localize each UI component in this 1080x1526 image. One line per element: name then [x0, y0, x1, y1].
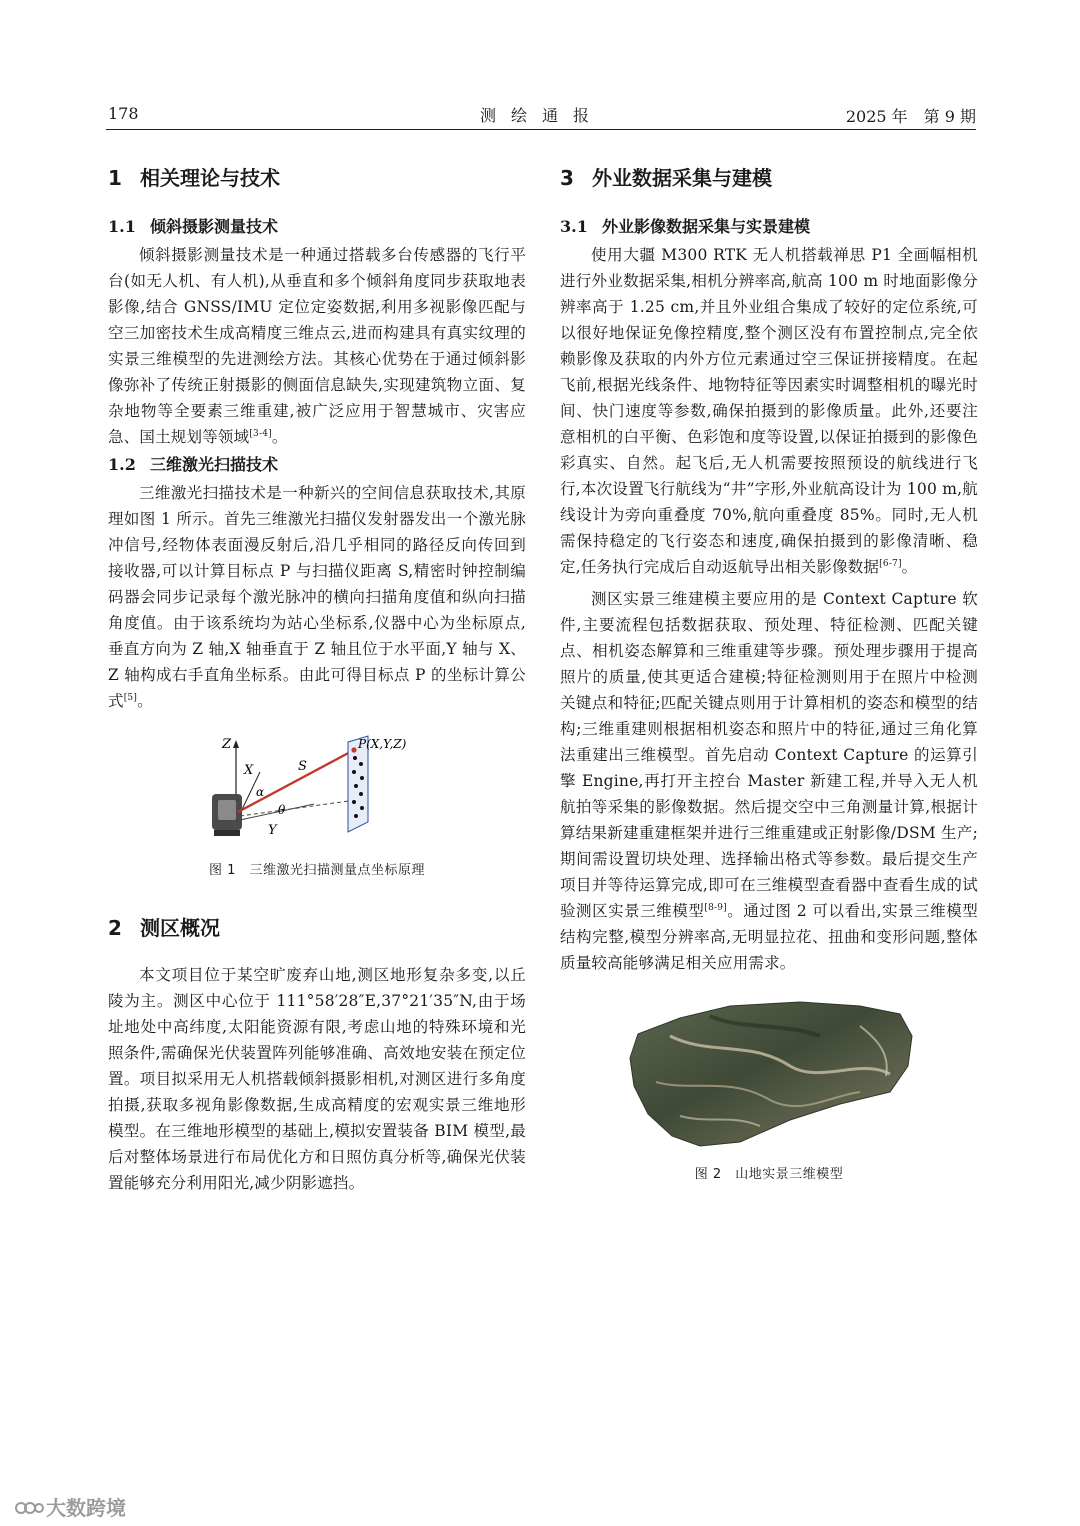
section-1-2-heading: 1.2 三维激光扫描技术	[108, 455, 279, 474]
running-header	[108, 100, 976, 130]
p-label: P(X,Y,Z)	[358, 737, 407, 751]
x-label: X	[244, 763, 254, 778]
journal-title: 测绘通报	[479, 106, 604, 125]
terrain-mass	[630, 1002, 912, 1146]
figure-1-diagram	[108, 734, 526, 854]
theta-label: θ	[278, 803, 286, 817]
watermark-logo-icon	[14, 1498, 44, 1518]
z-label: Z	[222, 737, 232, 752]
y-label: Y	[268, 823, 277, 838]
laser-scanner-diagram	[108, 734, 526, 854]
paragraph-oblique-photogrammetry: 倾斜摄影测量技术是一种通过搭载多台传感器的飞行平台(如无人机、有人机),从垂直和多个倾斜角度同步获取地表影像,结合 GNSS/IMU 定位定姿数据,利用多视影像匹配与空三加密技术生成高精度三维点云,进而构建具有真实纹理的实景三维模型的先进测绘方法。其核心优势在于通过倾斜影像弥补了传统正射摄影的侧面信息缺失,实现建筑物立面、复杂地物等全要素三维重建,被广泛应用于智慧城市、灾害应急、国土规划等领域[3-4]。	[108, 246, 526, 446]
citation: [6-7]	[879, 559, 902, 569]
watermark-text: 大数跨境	[46, 1496, 126, 1520]
scanner-window	[218, 800, 236, 820]
left-column	[108, 160, 526, 1196]
right-column	[560, 160, 978, 1186]
alpha-label: α	[256, 785, 265, 799]
issue-label: 2025 年 第 9 期	[845, 107, 976, 126]
paragraph-survey-area: 本文项目位于某空旷废弃山地,测区地形复杂多变,以丘陵为主。测区中心位于 111°58′28″E,37°21′35″N,由于场址地处中高纬度,太阳能资源有限,考虑山地的特殊环境和光照条件,需确保光伏装置阵列能够准确、高效地安装在预定位置。项目拟采用无人机搭载倾斜摄影相机,对测区进行多角度拍摄,获取多视角影像数据,生成高精度的宏观实景三维地形模型。在三维地形模型的基础上,模拟安置装备 BIM 模型,最后对整体场景进行布局优化方和日照仿真分析等,确保光伏装置能够充分利用阳光,减少阴影遮挡。	[108, 966, 526, 1192]
paragraph-field-data-collection: 使用大疆 M300 RTK 无人机搭载禅思 P1 全画幅相机进行外业数据采集,相机分辨率高,航高 100 m 时地面影像分辨率高于 1.25 cm,并且外业组合集成了较好的定位系统,可以很好地保证免像控精度,整个测区没有布置控制点,完全依赖影像及获取的内外方位元素通过空三保证拼接精度。在起飞前,根据光线条件、地物特征等因素实时调整相机的曝光时间、快门速度等参数,确保拍摄到的影像质量。此外,还要注意相机的白平衡、色彩饱和度等设置,以保证拍摄到的影像色彩真实、自然。起飞后,无人机需要按照预设的航线进行飞行,本次设置飞行航线为“井”字形,外业航高设计为 100 m,航线设计为旁向重叠度 70%,航向重叠度 85%。同时,无人机需保持稳定的飞行姿态和速度,确保拍摄到的影像清晰、稳定,任务执行完成后自动返航导出相关影像数据[6-7]。	[560, 246, 978, 576]
section-1-1-heading: 1.1 倾斜摄影测量技术	[108, 217, 279, 236]
citation: [8-9]	[704, 903, 727, 913]
section-2-heading: 2 测区概况	[108, 916, 220, 940]
figure-2-terrain-model	[560, 996, 978, 1156]
figure-2-caption: 图 2 山地实景三维模型	[694, 1167, 844, 1182]
y-axis	[240, 804, 314, 820]
scanner-base	[214, 830, 240, 836]
terrain-model-image	[560, 996, 978, 1156]
page-number: 178	[108, 104, 139, 123]
section-1-heading: 1 相关理论与技术	[108, 166, 280, 190]
target-point	[351, 747, 356, 752]
citation: [3-4]	[249, 429, 272, 439]
header-rule	[106, 129, 976, 130]
s-label: S	[298, 759, 307, 774]
z-axis-arrow	[233, 740, 239, 748]
watermark	[14, 1492, 126, 1521]
figure-1-caption: 图 1 三维激光扫描测量点坐标原理	[209, 863, 425, 878]
section-3-1-heading: 3.1 外业影像数据采集与实景建模	[560, 217, 811, 236]
citation: [5]	[123, 693, 138, 703]
paragraph-laser-scanning: 三维激光扫描技术是一种新兴的空间信息获取技术,其原理如图 1 所示。首先三维激光扫描仪发射器发出一个激光脉冲信号,经物体表面漫反射后,沿几乎相同的路径反向传回到接收器,可以计算目标点 P 与扫描仪距离 S,精密时钟控制编码器会同步记录每个激光脉冲的横向扫描角度值和纵向扫描角度值。由于该系统均为站心坐标系,仪器中心为坐标原点,垂直方向为 Z 轴,X 轴垂直于 Z 轴且位于水平面,Y 轴与 X、Z 轴构成右手直角坐标系。由此可得目标点 P 的坐标计算公式[5]。	[108, 484, 526, 710]
paragraph-modeling-workflow: 测区实景三维建模主要应用的是 Context Capture 软件,主要流程包括数据获取、预处理、特征检测、匹配关键点、相机姿态解算和三维重建等步骤。预处理步骤用于提高照片的质量,使其更适合建模;特征检测则用于在照片中检测关键点和特征;匹配关键点则用于计算相机的姿态和模型的结构;三维重建则根据相机姿态和照片中的特征,通过三角化算法重建出三维模型。首先启动 Context Capture 的运算引擎 Engine,再打开主控台 Master 新建工程,并导入无人机航拍等采集的影像数据。然后提交空中三角测量计算,根据计算结果新建重建框架并进行三维重建或正射影像/DSM 生产;期间需设置切块处理、选择输出格式等参数。最后提交生产项目并等待运算完成,即可在三维模型查看器中查看生成的试验测区实景三维模型[8-9]。通过图 2 可以看出,实景三维模型结构完整,模型分辨率高,无明显拉花、扭曲和变形问题,整体质量较高能够满足相关应用需求。	[560, 590, 978, 972]
section-3-heading: 3 外业数据采集与建模	[560, 166, 772, 190]
